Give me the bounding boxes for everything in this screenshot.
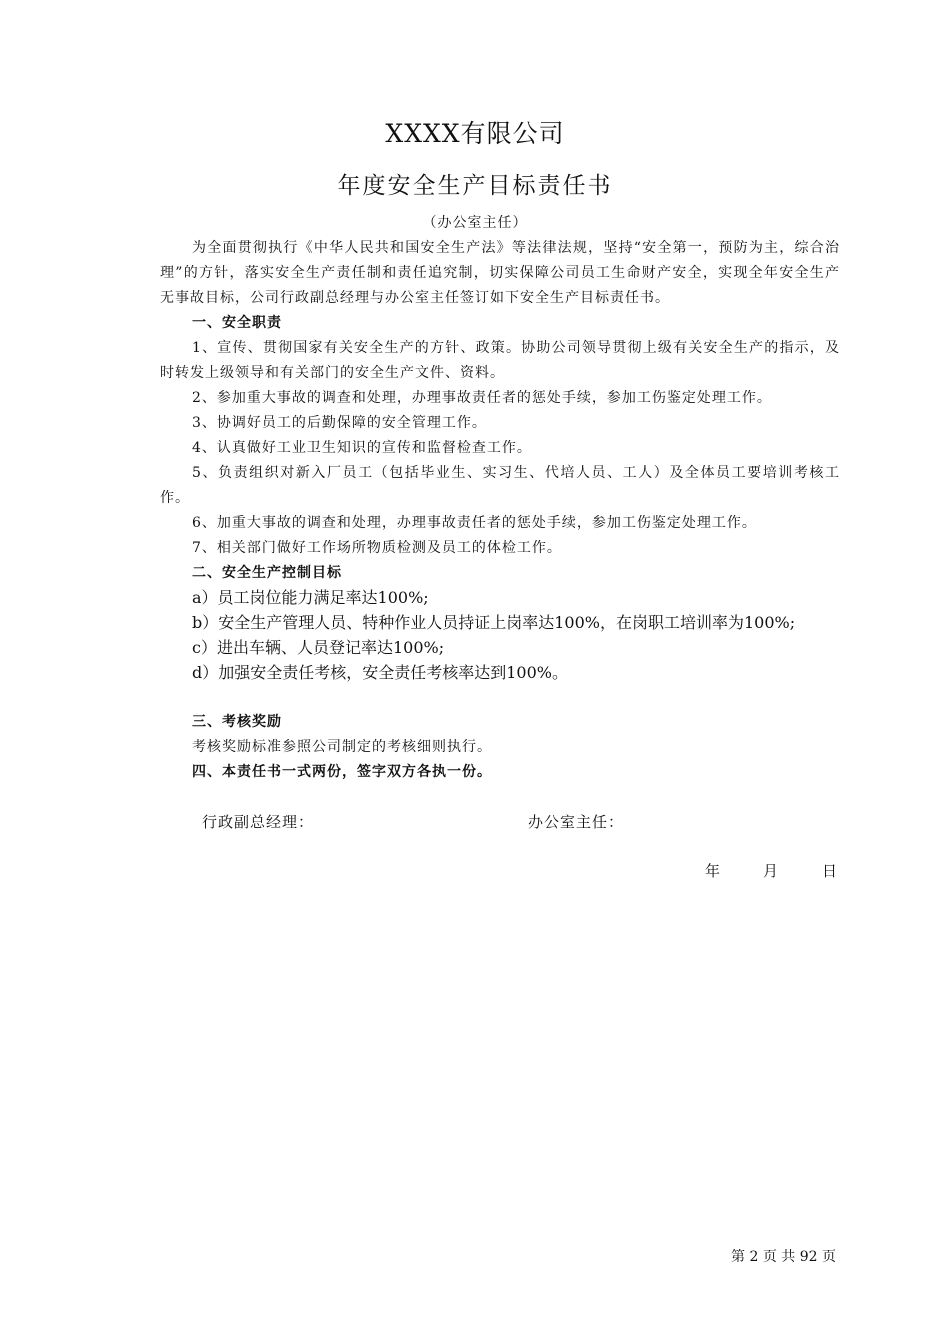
duty-item: 3、协调好员工的后勤保障的安全管理工作。 — [192, 415, 487, 431]
duty-item: 2、参加重大事故的调查和处理，办理事故责任者的惩处手续，参加工伤鉴定处理工作。 — [192, 390, 772, 406]
responsible-party: （办公室主任） — [422, 215, 528, 231]
signature-left-label: 行政副总经理： — [202, 813, 315, 831]
duty-item: 1、宣传、贯彻国家有关安全生产的方针、政策。协助公司领导贯彻上级有关安全生产的指示，及时转发上级领导和有关部门的安全生产文件、资料。 — [160, 340, 840, 381]
target-item: d）加强安全责任考核，安全责任考核率达到100%。 — [192, 663, 568, 682]
document-title: 年度安全生产目标责任书 — [337, 173, 613, 199]
duties-list — [160, 336, 840, 561]
target-item: a）员工岗位能力满足率达100%; — [192, 588, 429, 607]
duty-item: 6、加重大事故的调查和处理，办理事故责任者的惩处手续，参加工伤鉴定处理工作。 — [192, 515, 757, 531]
section-heading-duties: 一、安全职责 — [192, 315, 282, 331]
date-month-label: 月 — [763, 862, 779, 880]
date-year-label: 年 — [705, 862, 721, 880]
company-name: XXXX有限公司 — [385, 119, 565, 148]
date-day-label: 日 — [822, 862, 838, 880]
target-item: c）进出车辆、人员登记率达100%; — [192, 638, 445, 657]
section-heading-rewards: 三、考核奖励 — [192, 714, 282, 730]
rewards-text: 考核奖励标准参照公司制定的考核细则执行。 — [192, 739, 492, 755]
section-heading-copies: 四、本责任书一式两份，签字双方各执一份。 — [192, 764, 492, 780]
signature-right-label: 办公室主任： — [528, 813, 625, 831]
targets-list — [160, 585, 840, 685]
section-heading-targets: 二、安全生产控制目标 — [192, 565, 342, 581]
duty-item: 5、负责组织对新入厂员工（包括毕业生、实习生、代培人员、工人）及全体员工要培训考核工作。 — [160, 465, 840, 506]
intro-text: 为全面贯彻执行《中华人民共和国安全生产法》等法律法规，坚持“安全第一，预防为主，综合治理”的方针，落实安全生产责任制和责任追究制，切实保障公司员工生命财产安全，实现全年安全生产无事故目标，公司行政副总经理与办公室主任签订如下安全生产目标责任书。 — [160, 240, 840, 306]
page-number: 第 2 页 共 92 页 — [731, 1249, 836, 1265]
duty-item: 4、认真做好工业卫生知识的宣传和监督检查工作。 — [192, 440, 532, 456]
duty-item: 7、相关部门做好工作场所物质检测及员工的体检工作。 — [192, 540, 562, 556]
rewards-paragraph — [160, 735, 840, 760]
target-item: b）安全生产管理人员、特种作业人员持证上岗率达100%，在岗职工培训率为100%; — [192, 613, 796, 632]
intro-paragraph — [160, 236, 840, 311]
